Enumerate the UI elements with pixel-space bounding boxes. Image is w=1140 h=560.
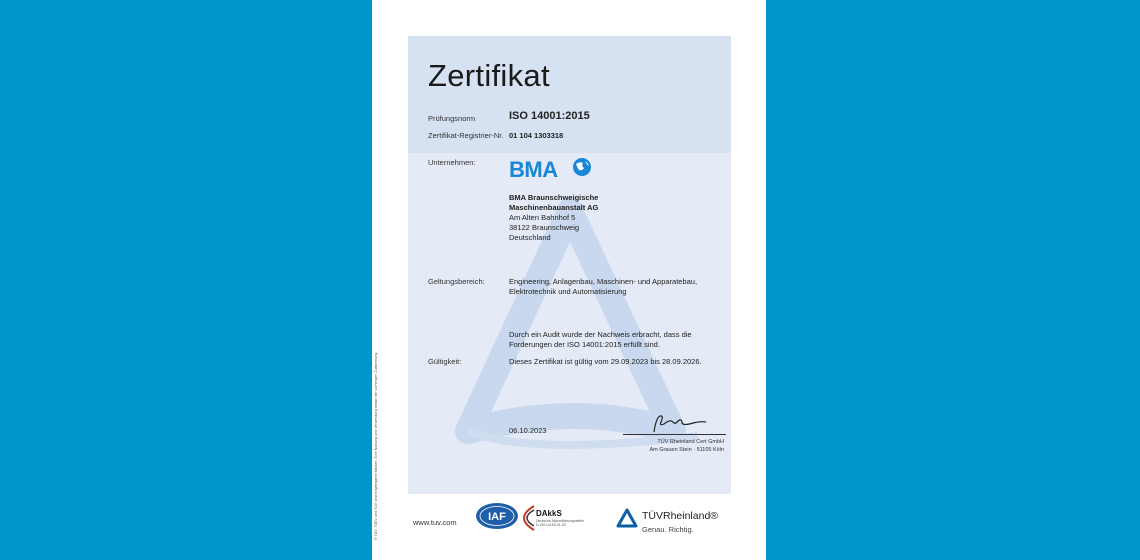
certificate-title: Zertifikat xyxy=(428,58,550,93)
certificate-panel xyxy=(408,36,731,494)
address-line3: Deutschland xyxy=(509,233,551,242)
issuer-block xyxy=(616,438,724,454)
bma-logo xyxy=(509,157,558,187)
issue-date: 06.10.2023 xyxy=(509,426,547,435)
dakks-label: DAkkS xyxy=(536,509,562,518)
issuer-line1: TÜV Rheinland Cert GmbH xyxy=(657,439,724,445)
audit-line2: Forderungen der ISO 14001:2015 erfüllt sind. xyxy=(509,340,660,349)
tuv-name: TÜVRheinland® xyxy=(642,510,719,522)
dakks-mark-icon xyxy=(522,504,536,532)
scope-line1: Engineering, Anlagenbau, Maschinen- und Apparatebau, xyxy=(509,277,698,286)
company-block xyxy=(509,193,598,243)
registry-label: Zertifikat-Registrier-Nr. xyxy=(428,131,504,140)
address-line2: 38122 Braunschweig xyxy=(509,223,580,232)
globe-icon xyxy=(572,157,592,177)
address-line1: Am Alten Bahnhof 5 xyxy=(509,213,576,222)
iaf-logo xyxy=(475,502,519,530)
audit-line1: Durch ein Audit wurde der Nachweis erbracht, dass die xyxy=(509,330,692,339)
norm-label: Prüfungsnorm xyxy=(428,114,476,123)
scope-label: Geltungsbereich: xyxy=(428,277,485,286)
iaf-logo-text: IAF xyxy=(488,511,506,523)
certificate-document xyxy=(372,0,766,560)
scope-value xyxy=(509,277,697,297)
dakks-logo xyxy=(522,502,588,536)
signature xyxy=(648,410,708,436)
audit-statement xyxy=(509,330,692,350)
tuv-rheinland-logo xyxy=(616,506,736,538)
company-label: Unternehmen: xyxy=(428,158,476,167)
scope-line2: Elektrotechnik und Automatisierung xyxy=(509,287,627,296)
company-name-line1: BMA Braunschweigische xyxy=(509,193,599,202)
registry-value: 01 104 1303318 xyxy=(509,131,564,140)
trademark-side-note: ® TÜV, TUEV und TUV sind eingetragene Marken. Eine Nutzung und Verwendung bedarf der vorherigen Zustimmung. xyxy=(374,351,378,540)
tuv-slogan: Genau. Richtig. xyxy=(642,525,694,534)
norm-value: ISO 14001:2015 xyxy=(509,110,590,122)
dakks-subtitle: Deutsche Akkreditierungsstelle D-ZM-14153-01-00 xyxy=(536,519,584,527)
company-name-line2: Maschinenbauanstalt AG xyxy=(509,203,599,212)
issuer-line2: Am Grauen Stein · 51105 Köln xyxy=(649,447,724,453)
tuv-website-link[interactable]: www.tuv.com xyxy=(413,518,457,527)
signature-line xyxy=(623,434,726,435)
validity-value: Dieses Zertifikat ist gültig vom 29.09.2023 bis 28.09.2026. xyxy=(509,357,702,366)
tuv-triangle-icon xyxy=(616,508,638,528)
bma-logo-text: BMA xyxy=(509,157,558,182)
validity-label: Gültigkeit: xyxy=(428,357,462,366)
